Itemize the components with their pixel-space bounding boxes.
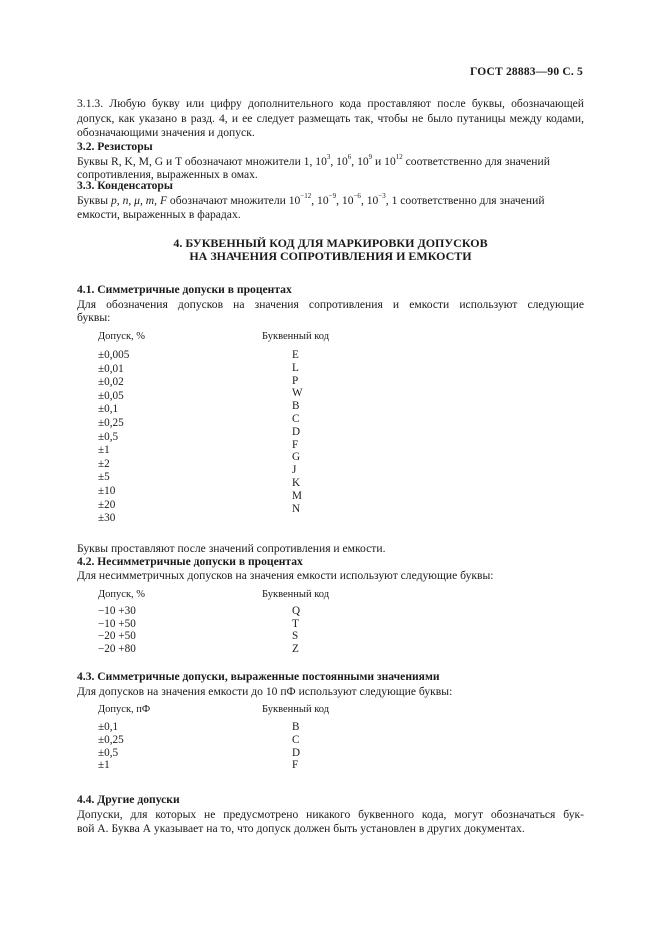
- s43-tolerance-cell: ±0,25: [98, 733, 124, 746]
- s33-letters: p, n, μ, m, F: [110, 194, 168, 207]
- s43-heading: 4.3. Симметричные допуски, выраженные постоянными значениями: [77, 670, 440, 683]
- s42-code-cell: S: [292, 630, 299, 643]
- s43-tolerance-cell: ±0,1: [98, 721, 119, 733]
- s42-code-list: [292, 605, 300, 655]
- s41-tolerance-cell: ±0,01: [98, 362, 124, 375]
- s41-tolerance-cell: ±2: [98, 457, 110, 470]
- s41-code-cell: E: [292, 349, 299, 361]
- s33-sep1: , 10: [311, 194, 329, 207]
- page-header: ГОСТ 28883—90 С. 5: [470, 66, 583, 78]
- s313-line3: обозначающими значения и допуск.: [77, 126, 255, 139]
- s41-tolerance-cell: ±20: [98, 498, 116, 511]
- s41-tolerance-cell: ±0,1: [98, 403, 119, 416]
- s42-tolerance-cell: −10 +50: [98, 617, 136, 630]
- s32-heading: 3.2. Резисторы: [77, 140, 153, 153]
- s41-after: Буквы проставляют после значений сопротивления и емкости.: [77, 542, 386, 555]
- s42-tolerance-list: [98, 605, 136, 655]
- s33-line1-a: Буквы: [77, 194, 111, 207]
- s41-code-cell: N: [292, 502, 301, 515]
- s32-sup1: 3: [326, 153, 331, 162]
- s41-line2: буквы:: [77, 311, 111, 324]
- s33-line1-b: обозначают множители 10: [167, 194, 301, 207]
- s41-tolerance-cell: ±0,005: [98, 349, 130, 361]
- s33-sep3: , 10: [360, 194, 379, 207]
- s42-tolerance-cell: −10 +30: [98, 605, 136, 617]
- s32-sep3: и 10: [372, 155, 396, 168]
- s41-line1: Для обозначения допусков на значения сопротивления и емкости используют следующие: [77, 298, 584, 311]
- s43-line1: Для допусков на значения емкости до 10 пФ используют следующие буквы:: [77, 685, 453, 698]
- s41-tolerance-cell: ±1: [98, 444, 110, 457]
- s33-heading: 3.3. Конденсаторы: [77, 179, 173, 192]
- s32-sup3: 9: [368, 153, 373, 162]
- s33-line2: емкости, выраженных в фарадах.: [77, 208, 241, 221]
- s41-tolerance-cell: ±0,05: [98, 389, 124, 402]
- s313-line1: 3.1.3. Любую букву или цифру дополнительного кода проставляют после буквы, обозначающей: [77, 97, 584, 110]
- s44-line1: Допуски, для которых не предусмотрено никакого буквенного кода, могут обозначаться бук-: [77, 808, 584, 821]
- s41-code-cell: K: [292, 476, 301, 489]
- s41-tolerance-cell: ±0,5: [98, 430, 119, 443]
- s44-heading: [77, 793, 180, 806]
- s41-code-cell: D: [292, 425, 301, 438]
- s32-sep1: , 10: [330, 155, 348, 168]
- s44-line2: вой А. Буква А указывает на то, что допуск должен быть установлен в других документах.: [77, 822, 525, 835]
- s41-code-cell: W: [292, 387, 303, 400]
- s32-line2: сопротивления, выраженных в омах.: [77, 168, 258, 181]
- s43-tolerance-cell: ±1: [98, 759, 110, 772]
- s33-line1-c: , 1 соответственно для значений: [385, 194, 545, 207]
- s41-col-tolerance: Допуск, %: [98, 331, 146, 342]
- s33-sup1: −12: [300, 192, 312, 201]
- s41-code-cell: G: [292, 451, 301, 464]
- section4-title-line1: 4. БУКВЕННЫЙ КОД ДЛЯ МАРКИРОВКИ ДОПУСКОВ: [173, 236, 488, 250]
- s42-col-tolerance: Допуск, %: [98, 589, 146, 600]
- s41-code-cell: M: [292, 489, 302, 502]
- s33-line1: [77, 193, 545, 208]
- s41-tolerance-cell: ±30: [98, 512, 116, 525]
- s43-tolerance-list: [98, 721, 124, 772]
- s32-line1-a: Буквы R, K, M, G и T обозначают множители 1, 10: [77, 155, 327, 168]
- s41-col-code: Буквенный код: [262, 331, 330, 342]
- s32-line1-b: соответственно для значений: [402, 155, 550, 168]
- s32-sep2: , 10: [351, 155, 369, 168]
- s43-code-cell: F: [292, 759, 299, 772]
- s32-sup4: 12: [395, 153, 403, 162]
- s41-tolerance-cell: ±0,25: [98, 416, 124, 429]
- s42-col-code: Буквенный код: [262, 589, 330, 600]
- s41-tolerance-cell: ±0,02: [98, 376, 124, 389]
- s33-sup4: −3: [378, 192, 386, 201]
- s41-code-cell: B: [292, 400, 300, 413]
- s41-code-cell: C: [292, 412, 300, 425]
- s41-code-list: [292, 349, 303, 515]
- s33-sup3: −6: [353, 192, 361, 201]
- s43-code-cell: B: [292, 721, 300, 733]
- s41-tolerance-cell: ±5: [98, 471, 110, 484]
- s43-col-code: Буквенный код: [262, 704, 330, 715]
- s33-sup2: −9: [328, 192, 337, 201]
- s41-code-cell: L: [292, 361, 299, 374]
- s41-tolerance-cell: ±10: [98, 484, 116, 497]
- s41-heading: 4.1. Симметричные допуски в процентах: [77, 283, 292, 296]
- s33-sep2: , 10: [336, 194, 354, 207]
- s41-tolerance-list: [98, 349, 129, 526]
- s42-code-cell: T: [292, 617, 299, 630]
- s43-tolerance-cell: ±0,5: [98, 746, 119, 759]
- s42-tolerance-cell: −20 +80: [98, 642, 136, 655]
- s32-sup2: 6: [347, 153, 352, 162]
- s42-line1: Для несимметричных допусков на значения емкости используют следующие буквы:: [77, 569, 494, 582]
- s43-col-tolerance: Допуск, пФ: [98, 704, 151, 715]
- s42-code-cell: Z: [292, 642, 299, 655]
- s41-code-cell: J: [292, 464, 297, 477]
- s42-tolerance-cell: −20 +50: [98, 630, 136, 643]
- section4-title-line2: НА ЗНАЧЕНИЯ СОПРОТИВЛЕНИЯ И ЕМКОСТИ: [189, 249, 472, 263]
- s43-code-cell: C: [292, 733, 300, 746]
- s42-heading: 4.2. Несимметричные допуски в процентах: [77, 555, 303, 568]
- s44-heading-text: 4.4. Другие допуски: [77, 793, 180, 806]
- s42-code-cell: Q: [292, 605, 301, 617]
- s43-code-cell: D: [292, 746, 301, 759]
- s313-line2: допуск, как указано в разд. 4, и ее следует размещать так, чтобы не было путаницы между кодами,: [77, 112, 584, 125]
- s41-code-cell: P: [292, 374, 299, 387]
- s43-code-list: [292, 721, 300, 772]
- s41-code-cell: F: [292, 438, 299, 451]
